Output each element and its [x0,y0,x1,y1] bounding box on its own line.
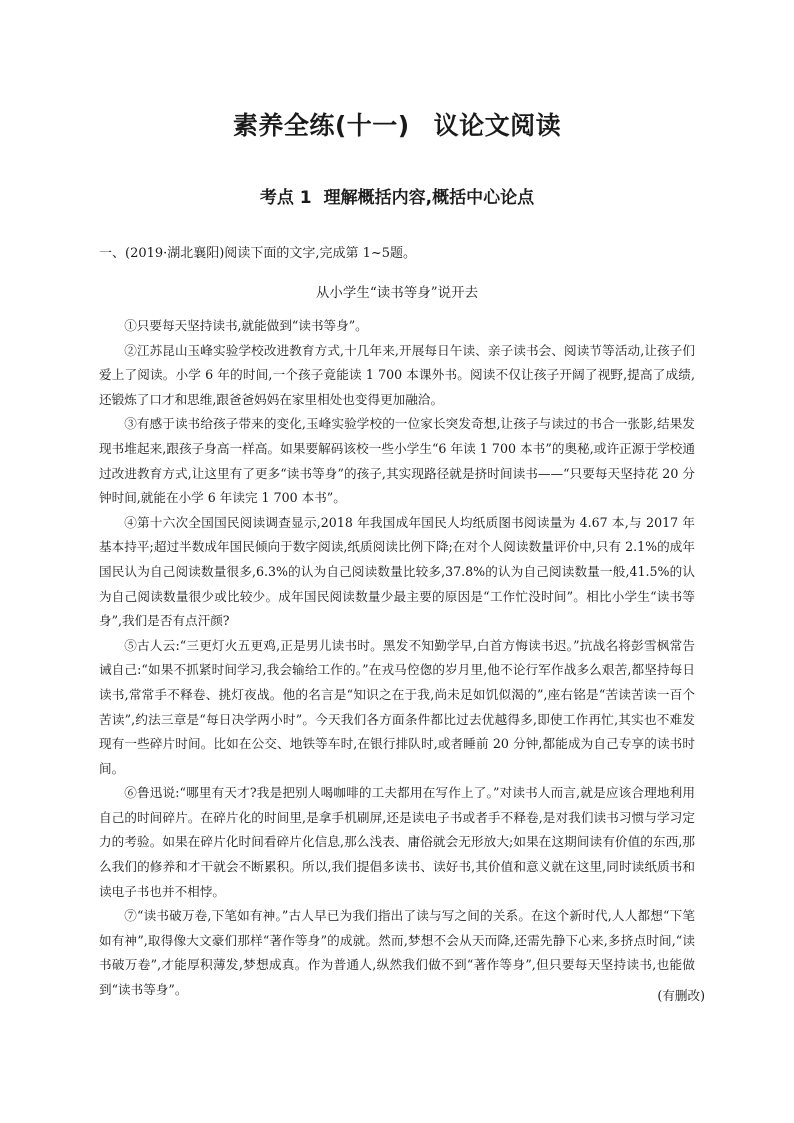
paragraph-5: ⑤古人云:“三更灯火五更鸡,正是男儿读书时。黑发不知勤学早,白首方悔读书迟。”抗战名将彭雪枫常告诫自己:“如果不抓紧时间学习,我会输给工作的。”在戎马倥偬的岁月里,他不论行军作战多么艰苦,都坚持每日读书,常常手不释卷、挑灯夜战。他的名言是“知识之在于我,尚未足如饥似渴的”,座右铭是“苦读苦读一百个苦读”,约法三章是“每日决学两小时”。今天我们各方面条件都比过去优越得多,即使工作再忙,其实也不难发现有一些碎片时间。比如在公交、地铁等车时,在银行排队时,或者睡前 20 分钟,都能成为自己专享的读书时间。 [99,637,695,776]
source-note: (有删改) [657,988,705,1003]
article-title: 从小学生“读书等身”说开去 [315,285,479,301]
question-prompt: 一、(2019·湖北襄阳)阅读下面的文字,完成第 1~5题。 [99,246,417,261]
page-title [0,106,794,142]
paragraph-1: ①只要每天坚持读书,就能做到“读书等身”。 [124,318,368,333]
paragraph-3: ③有感于读书给孩子带来的变化,玉峰实验学校的一位家长突发奇想,让孩子与读过的书合一张影,结果发现书堆起来,跟孩子身高一样高。如果要解码该校一些小学生“6 年读 1 700 本书”的奥秘,或许正源于学校通过改进教育方式,让这里有了更多“读书等身”的孩子,其实现路径就是挤时间读书——“只要每天坚持花 20 分钟时间,就能在小学 6 年读完 1 700 本书”。 [99,416,695,506]
subtitle-text: 理解概括内容,概括中心论点 [323,188,535,208]
subtitle-number: 考点 1 [259,188,312,208]
article-body [99,314,695,1003]
title-main: 素养全练(十一) [232,111,410,140]
paragraph-7: ⑦“读书破万卷,下笔如有神。”古人早已为我们指出了读与写之间的关系。在这个新时代,人人都想“下笔如有神”,取得像大文豪们那样“著作等身”的成就。然而,梦想不会从天而降,还需先静下心来,多挤点时间,“读书破万卷”,才能厚积薄发,梦想成真。作为普通人,纵然我们做不到“著作等身”,但只要每天坚持读书,也能做到“读书等身”。 [99,908,695,998]
paragraph-4: ④第十六次全国国民阅读调查显示,2018 年我国成年国民人均纸质图书阅读量为 4.67 本,与 2017 年基本持平;超过半数成年国民倾向于数字阅读,纸质阅读比例下降;在对个人阅读数量评价中,只有 2.1%的成年国民认为自己阅读数量很多,6.3%的认为自己阅读数量比较多,37.8%的认为自己阅读数量一般,41.5%的认为自己阅读数量很少或比较少。成年国民阅读数量少最主要的原因是“工作忙没时间”。相比小学生“读书等身”,我们是否有点汗颜? [99,514,695,629]
title-topic: 议论文阅读 [433,111,562,140]
paragraph-6: ⑥鲁迅说:“哪里有天才?我是把别人喝咖啡的工夫都用在写作上了。”对读书人而言,就是应该合理地利用自己的时间碎片。在碎片化的时间里,是拿手机刷屏,还是读电子书或者手不释卷,是对我们读书习惯与学习定力的考验。如果在碎片化时间看碎片化信息,那么浅表、庸俗就会无形放大;如果在这期间读有价值的东西,那么我们的修养和才干就会不断累积。所以,我们提倡多读书、读好书,其价值和意义就在这里,同时读纸质书和读电子书也并不相悖。 [99,785,695,899]
section-subtitle [0,183,794,208]
paragraph-2: ②江苏昆山玉峰实验学校改进教育方式,十几年来,开展每日午读、亲子读书会、阅读节等活动,让孩子们爱上了阅读。小学 6 年的时间,一个孩子竟能读 1 700 本课外书。阅读不仅让孩子开阔了视野,提高了成绩,还锻炼了口才和思维,跟爸爸妈妈在家里相处也变得更加融洽。 [99,342,695,407]
